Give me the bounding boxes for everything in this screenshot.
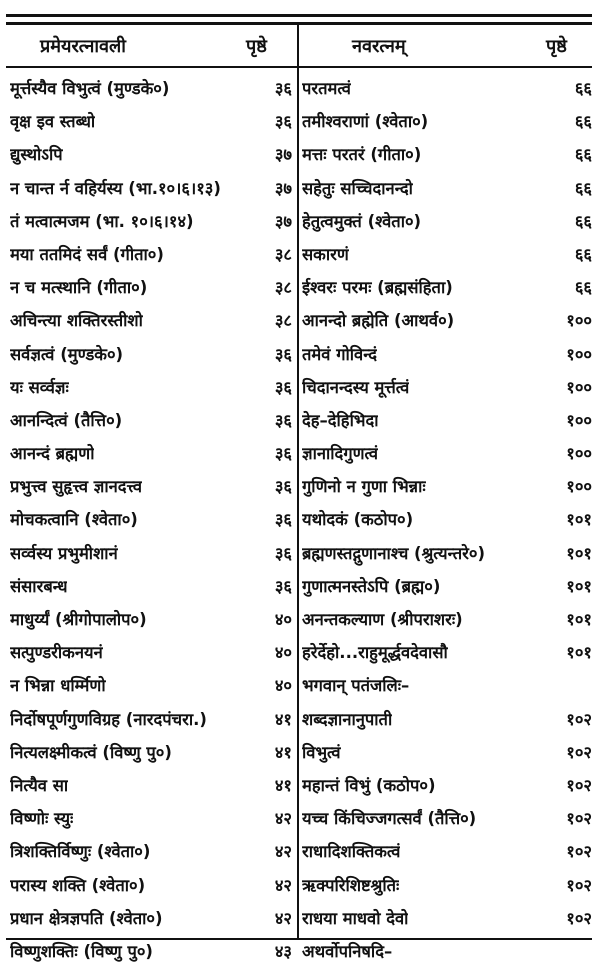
entry-title: परास्य शक्ति (श्वेता०) [10,875,146,895]
entry-title: हेतुत्वमुक्तं (श्वेता०) [302,211,422,231]
entry-title: यथोदकं (कठोप०) [302,510,414,530]
entry-page-number: १०१ [566,610,592,629]
entry-title: हरेर्देहो...राहुमूर्द्धवदेवासौ [302,643,448,663]
entry-page-number: १०१ [566,543,592,563]
entry-page-number: ३६ [274,377,292,397]
entry-title: विष्णोः स्युः [10,809,74,829]
entry-page-number: ४० [274,676,292,696]
index-entry-row [10,172,292,205]
index-entry-row [10,769,292,802]
entry-page-number: १०१ [566,510,592,530]
entry-page-number: १०१ [566,576,592,596]
index-entry-row [302,869,592,902]
right-column-title: नवरत्नम् [352,36,406,57]
index-entry-row [302,935,592,968]
column-divider [297,25,299,938]
entry-page-number: ३६ [274,543,292,563]
index-entry-row [10,238,292,271]
entry-page-number: ३७ [274,211,292,231]
entry-page-number: ३६ [274,444,292,464]
entry-title: वृक्ष इव स्तब्धो [10,112,96,132]
entry-title: यः सर्व्वज्ञः [10,377,69,397]
entry-title: प्रधान क्षेत्रज्ञपति (श्वेता०) [10,908,163,928]
index-entry-row [302,205,592,238]
index-entry-row [10,902,292,935]
entry-title: विभुत्वं [302,742,341,762]
entry-title: राधया माधवो देवो [302,908,409,928]
right-index-column [302,72,592,968]
index-entry-row [10,935,292,968]
entry-title: नित्यैव सा [10,775,69,795]
left-column-title: प्रमेयरत्नावली [40,36,126,57]
entry-page-number: ४२ [274,842,292,862]
index-entry-row [302,371,592,404]
entry-page-number: १०० [566,344,592,364]
entry-page-number: १०२ [566,842,592,862]
entry-title: महान्तं विभुं (कठोप०) [302,775,436,795]
right-page-heading: पृष्ठे [546,36,567,57]
entry-title: ज्ञानादिगुणत्वं [302,444,379,464]
entry-title: त्रिशक्तिर्विष्णुः (श्वेता०) [10,842,151,862]
entry-page-number: ६६ [574,79,592,98]
entry-title: अचिन्त्या शक्तिरस्तीशो [10,311,143,331]
entry-page-number: ३८ [274,278,292,298]
entry-page-number: ३८ [274,244,292,264]
entry-title: निर्दोषपूर्णगुणविग्रह (नारदपंचरा.) [10,709,207,729]
entry-page-number: १०२ [566,775,592,795]
entry-page-number: ६६ [574,145,592,165]
index-entry-row [302,238,592,271]
entry-title: न भिन्ना धर्म्मिणो [10,676,106,696]
entry-title: विष्णुशक्तिः (विष्णु पु०) [10,941,153,961]
index-entry-row [10,404,292,437]
entry-title: सकारणं [302,244,349,264]
entry-title: आनन्दो ब्रह्मेति (आथर्व०) [302,311,455,331]
index-entry-row [302,636,592,669]
entry-title: यच्च किंचिज्जगत्सर्वं (तैत्ति०) [302,809,477,829]
entry-title: मया ततमिदं सर्वं (गीता०) [10,244,164,264]
entry-page-number: ४३ [274,941,292,961]
index-entry-row [10,736,292,769]
entry-page-number: ४२ [274,875,292,895]
entry-title: प्रभुत्त्व सुहृत्त्व ज्ञानदत्त्व [10,477,143,497]
entry-title: राधादिशक्तिकत्वं [302,842,401,862]
index-entry-row [302,271,592,304]
entry-page-number: १०० [566,410,592,430]
index-entry-row [10,537,292,570]
index-entry-row [302,669,592,702]
entry-page-number: १०१ [566,643,592,663]
entry-page-number: ३६ [274,79,292,98]
index-entry-row [10,636,292,669]
index-entry-row [302,835,592,868]
index-entry-row [302,503,592,536]
entry-title: मोचकत्वानि (श्वेता०) [10,510,138,530]
entry-title: मूर्त्तस्यैव विभुत्वं (मुण्डके०) [10,79,170,98]
entry-page-number: १०२ [566,742,592,762]
index-entry-row [302,437,592,470]
entry-page-number: ३६ [274,477,292,497]
index-entry-row [302,304,592,337]
entry-page-number: ३७ [274,145,292,165]
entry-page-number: ३६ [274,510,292,530]
entry-title: अनन्तकल्याण (श्रीपराशरः) [302,610,463,629]
entry-title: चिदानन्दस्य मूर्त्तत्वं [302,377,410,397]
top-double-rule-lower [6,22,592,25]
left-index-column [10,72,292,968]
entry-page-number: १०० [566,444,592,464]
index-entry-row [10,703,292,736]
entry-title: मत्तः परतरं (गीता०) [302,145,422,165]
entry-page-number: ६६ [574,211,592,231]
index-entry-row [10,271,292,304]
entry-title: भगवान् पतंजलिः– [302,676,410,696]
index-entry-row [10,371,292,404]
index-entry-row [10,835,292,868]
entry-page-number: ३६ [274,576,292,596]
index-entry-row [302,603,592,636]
entry-title: तमेवं गोविन्दं [302,344,378,364]
entry-page-number: ३८ [274,311,292,331]
entry-page-number: ४० [274,610,292,629]
entry-page-number: १०० [566,477,592,497]
entry-title: गुणात्मनस्तेऽपि (ब्रह्म०) [302,576,441,596]
entry-page-number: १०२ [566,809,592,829]
entry-title: अथर्वोपनिषदि– [302,941,393,961]
entry-title: देह–देहिभिदा [302,410,379,430]
index-entry-row [302,736,592,769]
index-entry-row [302,902,592,935]
left-page-heading: पृष्ठे [246,36,267,57]
entry-title: परतमत्वं [302,79,351,98]
entry-title: न च मत्स्थानि (गीता०) [10,278,148,298]
entry-title: ऋक्परिशिष्टश्रुतिः [302,875,400,895]
index-entry-row [10,503,292,536]
entry-title: सर्व्वस्य प्रभुमीशानं [10,543,118,563]
entry-page-number: ३६ [274,112,292,132]
entry-page-number: ४० [274,643,292,663]
entry-page-number: ६६ [574,278,592,298]
index-entry-row [10,570,292,603]
entry-title: शब्दज्ञानानुपाती [302,709,393,729]
entry-page-number: ३७ [274,178,292,198]
entry-title: आनन्दं ब्रह्मणो [10,444,95,464]
entry-page-number: ६६ [574,244,592,264]
index-entry-row [10,869,292,902]
entry-title: नित्यलक्ष्मीकत्वं (विष्णु पु०) [10,742,172,762]
header-rule [6,66,592,68]
entry-page-number: १०२ [566,908,592,928]
entry-title: आनन्दित्वं (तैत्ति०) [10,410,123,430]
entry-page-number: ४१ [274,709,292,729]
index-entry-row [10,138,292,171]
entry-title: न चान्त र्न वहिर्यस्य (भा.१०।६।१३) [10,178,221,198]
index-entry-row [302,72,592,105]
index-entry-row [302,703,592,736]
entry-page-number: ४२ [274,809,292,829]
index-entry-row [302,338,592,371]
entry-title: ब्रह्मणस्तद्गुणानाश्च (श्रुत्यन्तरे०) [302,543,485,563]
entry-page-number: ३६ [274,344,292,364]
entry-page-number: ४१ [274,775,292,795]
index-entry-row [10,802,292,835]
entry-title: तं मत्वात्मजम (भा. १०।६।१४) [10,211,194,231]
index-entry-row [10,669,292,702]
entry-page-number: १०० [566,377,592,397]
index-entry-row [302,105,592,138]
entry-page-number: १०२ [566,875,592,895]
index-entry-row [302,172,592,205]
index-entry-row [10,603,292,636]
index-entry-row [302,570,592,603]
index-entry-row [10,72,292,105]
entry-title: सत्पुण्डरीकनयनं [10,643,103,663]
entry-page-number: १०२ [566,709,592,729]
index-entry-row [10,470,292,503]
entry-page-number: ६६ [574,178,592,198]
index-entry-row [10,205,292,238]
entry-title: तमीश्वराणां (श्वेता०) [302,112,429,132]
index-entry-row [302,537,592,570]
entry-page-number: ४२ [274,908,292,928]
entry-page-number: ३६ [274,410,292,430]
index-entry-row [10,437,292,470]
index-entry-row [10,338,292,371]
entry-title: संसारबन्ध [10,576,68,596]
entry-title: माधुर्य्यं (श्रीगोपालोप०) [10,610,147,629]
index-entry-row [10,105,292,138]
entry-page-number: ४१ [274,742,292,762]
index-entry-row [302,769,592,802]
top-double-rule-upper [6,14,592,17]
entry-title: द्युस्थोऽपि [10,145,63,165]
entry-page-number: ६६ [574,112,592,132]
entry-title: गुणिनो न गुणा भिन्नाः [302,477,426,497]
index-entry-row [302,138,592,171]
entry-title: ईश्वरः परमः (ब्रह्मसंहिता) [302,278,453,298]
entry-title: सहेतुः सच्चिदानन्दो [302,178,413,198]
entry-page-number: १०० [566,311,592,331]
index-entry-row [10,304,292,337]
index-entry-row [302,404,592,437]
index-entry-row [302,802,592,835]
index-entry-row [302,470,592,503]
entry-title: सर्वज्ञत्वं (मुण्डके०) [10,344,124,364]
